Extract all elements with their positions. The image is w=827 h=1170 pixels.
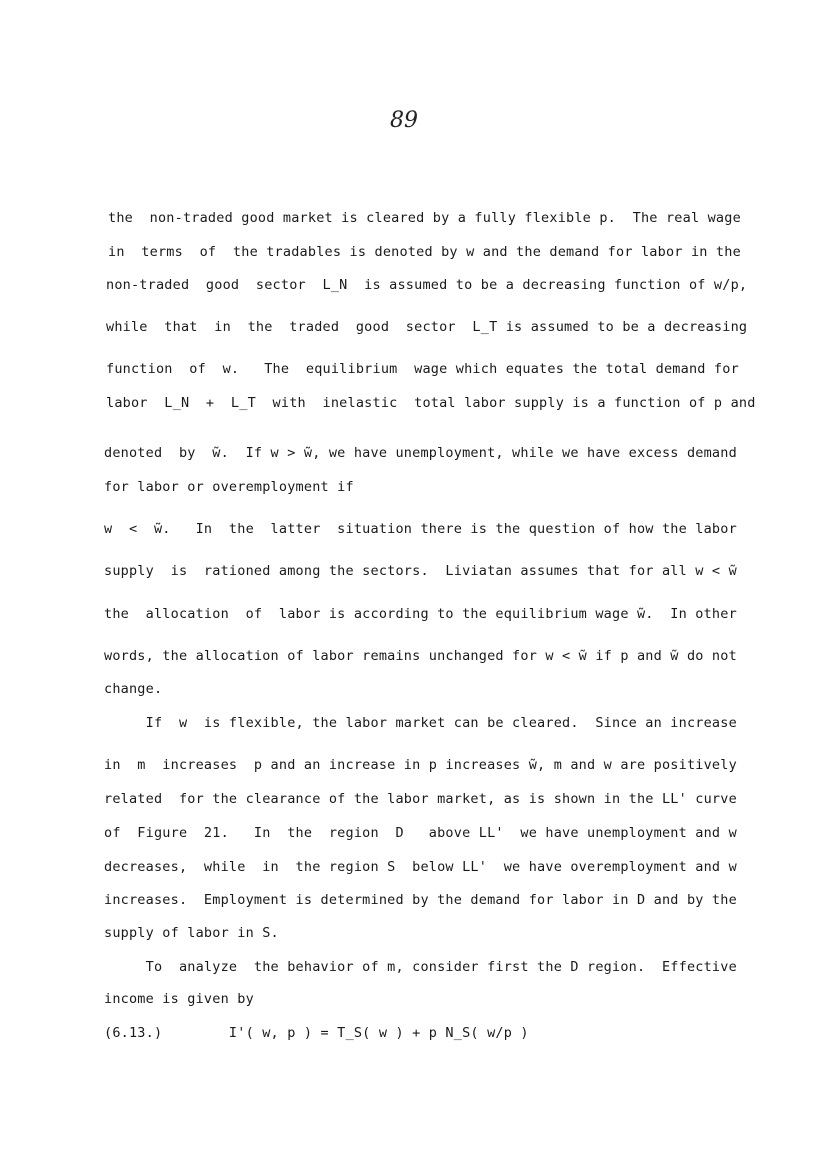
equation-6-13: (6.13.) I'( w, p ) = T_S( w ) + p N_S( w/p ) [104,1025,529,1041]
text-line: related for the clearance of the labor market, as is shown in the LL' curve [104,791,737,807]
text-line: change. [104,681,163,697]
text-line: increases. Employment is determined by the demand for labor in D and by the [104,892,737,908]
text-line: words, the allocation of labor remains unchanged for w < w̃ if p and w̃ do not [104,648,737,664]
text-line: of Figure 21. In the region D above LL' we have unemployment and w [104,825,737,841]
text-line: non-traded good sector L_N is assumed to be a decreasing function of w/p, [106,277,748,293]
text-line: If w is flexible, the labor market can be cleared. Since an increase [104,715,737,731]
text-line: in terms of the tradables is denoted by w and the demand for labor in the [108,244,741,260]
text-line: To analyze the behavior of m, consider first the D region. Effective [104,959,737,975]
text-line: for labor or overemployment if [104,479,354,495]
text-line: the non-traded good market is cleared by a fully flexible p. The real wage [108,210,741,226]
text-line: income is given by [104,991,254,1007]
text-line: supply is rationed among the sectors. Liviatan assumes that for all w < w̃ [104,563,737,579]
text-line: while that in the traded good sector L_T is assumed to be a decreasing [106,319,748,335]
text-line: the allocation of labor is according to the equilibrium wage w̃. In other [104,606,737,622]
text-line: in m increases p and an increase in p increases w̃, m and w are positively [104,757,737,773]
text-line: supply of labor in S. [104,925,279,941]
text-line: labor L_N + L_T with inelastic total labor supply is a function of p and [106,395,756,411]
text-line: function of w. The equilibrium wage which equates the total demand for [106,361,739,377]
text-line: denoted by w̃. If w > w̃, we have unemployment, while we have excess demand [104,445,737,461]
page-number: 89 [390,108,418,133]
text-line: w < w̃. In the latter situation there is the question of how the labor [104,521,737,537]
text-line: decreases, while in the region S below LL' we have overemployment and w [104,859,737,875]
